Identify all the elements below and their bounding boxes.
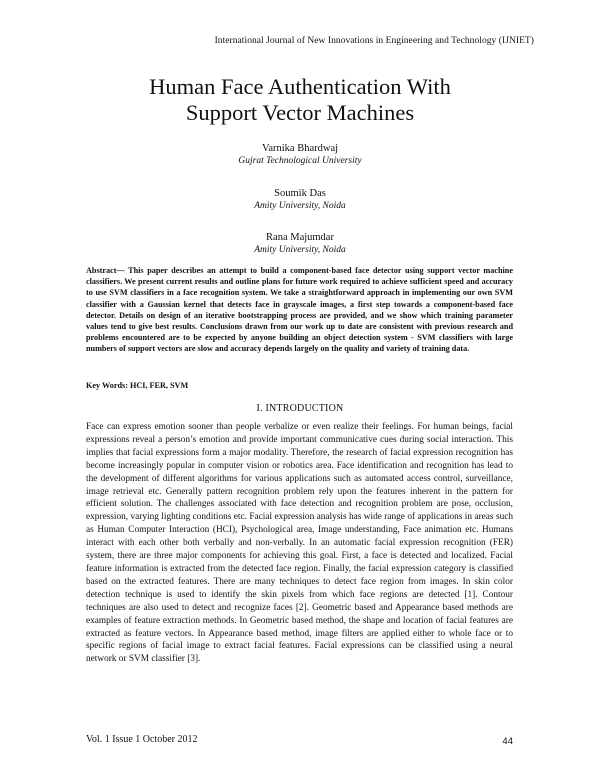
author-block <box>0 187 600 212</box>
introduction-paragraph: Face can express emotion sooner than people verbalize or even realize their feelings. For human beings, facial expressions reveal a person’s emotion and provide important communicative cues during social interaction. This implies that facial expressions form a major modality. Therefore, the research of facial expression recognition has become increasingly popular in computer vision or robotics area. Face identification and recognition has lead to the development of different algorithms for various applications such as automated access control, surveillance, image retrieval etc. Generally pattern recognition problem rely upon the features inherent in the pattern for efficient solution. The challenges associated with face detection and recognition problem are pose, occlusion, expression, varying lighting conditions etc. Facial expression analysis has wide range of applications in areas such as Human Computer Interaction (HCI), Psychological area, Image understanding, Face animation etc. Humans interact with each other both verbally and non-verbally. In an automatic facial expression recognition (FER) system, there are three major components for achieving this goal. First, a face is detected and localized. Facial feature information is extracted from the detected face region. Finally, the facial expression category is classified based on the extracted features. There are many techniques to detect face region from images. In skin color detection technique is used to identify the skin pixels from which face regions are detected [1]. Contour techniques are also used to detect and recognize faces [2]. Geometric based and Appearance based methods are examples of feature extraction methods. In Geometric based method, the shape and location of facial features are extracted as feature vectors. In Appearance based method, image filters are applied either to whole face or to specific regions of facial image to extract facial features. Facial expressions can be classified using a neural network or SVM classifier [3]. <box>86 422 513 665</box>
abstract: Abstract— This paper describes an attempt to build a component-based face detector using support vector machine classifiers. We present current results and outline plans for future work required to achieve sufficient speed and accuracy to use SVM classifiers in a face recognition system. We take a straightforward approach in implementing our own SVM classifier with a Gaussian kernel that detects face in grayscale images, a first step towards a component-based face detector. Details on design of an iterative bootstrapping process are provided, and we show which training parameter values tend to give best results. Conclusions drawn from our work up to date are consistent with previous research and problems encountered are to be expected by anyone building an object detection system - SVM classifiers with large numbers of support vectors are slow and accuracy depends largely on the quality and variety of training data. <box>86 266 513 354</box>
footer-issue: Vol. 1 Issue 1 October 2012 <box>86 734 198 745</box>
title-line-1: Human Face Authentication With <box>149 74 451 99</box>
journal-header: International Journal of New Innovations in Engineering and Technology (IJNIET) <box>214 36 534 46</box>
paper-title <box>0 74 600 126</box>
author-affiliation: Amity University, Noida <box>254 201 346 211</box>
author-name: Varnika Bhardwaj <box>261 143 339 154</box>
author-name: Soumik Das <box>274 188 326 199</box>
author-affiliation: Gujrat Technological University <box>238 156 362 166</box>
section-heading: I. INTRODUCTION <box>256 403 344 414</box>
author-affiliation: Amity University, Noida <box>254 245 346 255</box>
author-block <box>0 142 600 167</box>
page-number: 44 <box>502 736 513 747</box>
keywords: Key Words: HCI, FER, SVM <box>86 381 189 390</box>
author-block <box>0 231 600 256</box>
title-line-2: Support Vector Machines <box>185 100 415 125</box>
author-name: Rana Majumdar <box>266 232 334 243</box>
